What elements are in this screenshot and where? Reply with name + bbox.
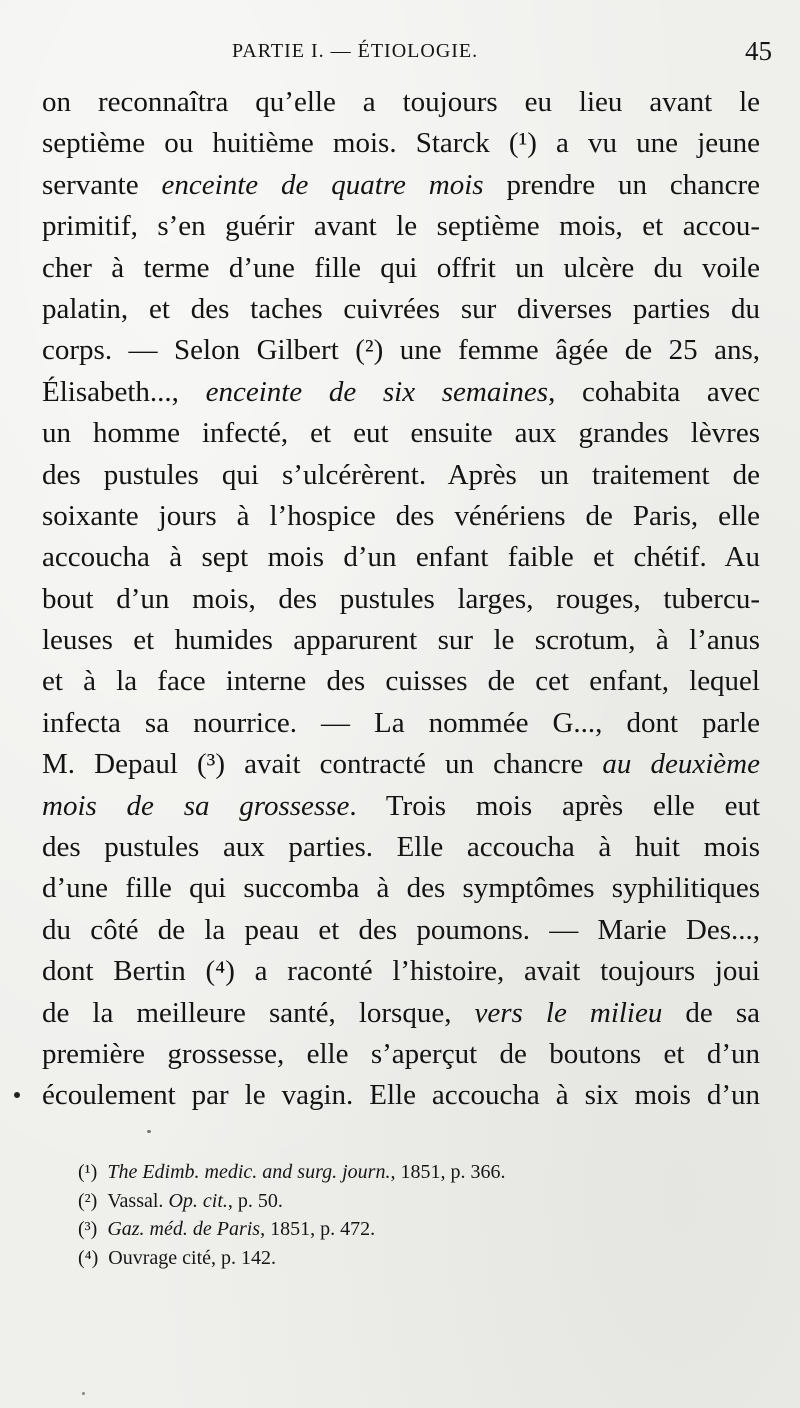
text-line: [42, 289, 760, 330]
text-segment: infecta sa nourrice. — La nommée G..., dont parle: [42, 706, 760, 739]
text-line: [42, 786, 760, 827]
text-segment: M. Depaul (³) avait contracté un chancre: [42, 748, 603, 781]
footnote: [78, 1215, 758, 1244]
text-segment: septième ou huitième mois. Starck (¹) a vu une jeune: [42, 127, 760, 160]
footnote-italic-text: Gaz. méd. de Paris: [107, 1218, 261, 1240]
italic-text: enceinte de six semaines: [205, 375, 549, 408]
footnote-italic-text: Op. cit.: [168, 1189, 228, 1212]
text-line: [42, 703, 760, 744]
footnote: [78, 1187, 758, 1216]
text-line: [42, 496, 760, 537]
text-segment: des pustules aux parties. Elle accoucha à huit mois: [42, 831, 760, 864]
text-segment: de la meilleure santé, lorsque,: [42, 996, 475, 1029]
text-line: [42, 620, 760, 661]
text-segment: servante: [42, 168, 162, 201]
footnote-italic-text: The Edimb. medic. and surg. journ.: [107, 1161, 391, 1183]
text-line: [42, 455, 760, 496]
text-segment: accoucha à sept mois d’un enfant faible et chétif. Au: [42, 541, 760, 574]
text-line: [42, 123, 760, 164]
text-line: [42, 413, 760, 454]
scan-speck: [14, 1092, 20, 1098]
text-segment: bout d’un mois, des pustules larges, rouges, tubercu-: [42, 582, 760, 615]
running-head: [232, 36, 772, 76]
text-line: [42, 868, 760, 909]
text-segment: palatin, et des taches cuivrées sur diverses parties du: [42, 292, 760, 325]
text-line: [42, 951, 760, 992]
footnote-marker: (¹): [78, 1161, 98, 1183]
text-segment: corps. — Selon Gilbert (²) une femme âgée de 25 ans,: [42, 334, 760, 367]
text-line: [42, 330, 760, 371]
text-segment: on reconnaîtra qu’elle a toujours eu lieu avant le: [42, 86, 760, 118]
footnote-marker: (⁴): [78, 1246, 99, 1269]
text-segment: cher à terme d’une fille qui offrit un ulcère du voile: [42, 251, 760, 284]
text-line: [42, 910, 760, 951]
text-segment: et à la face interne des cuisses de cet enfant, lequel: [42, 665, 760, 698]
footnote: [78, 1244, 758, 1273]
text-line: [42, 579, 760, 620]
footnotes: [78, 1158, 758, 1272]
italic-text: enceinte de quatre mois: [161, 168, 484, 201]
text-segment: . Trois mois après elle eut: [349, 789, 760, 822]
scan-speck: [147, 1130, 151, 1133]
text-line: [42, 827, 760, 868]
text-segment: Élisabeth...,: [42, 375, 206, 408]
text-segment: prendre un chancre: [483, 168, 760, 201]
footnote-marker: (³): [78, 1218, 98, 1240]
text-segment: de sa: [662, 996, 761, 1029]
text-line: [42, 1034, 760, 1075]
text-line: [42, 248, 760, 289]
text-line: [42, 1075, 760, 1116]
footnote-text: Ouvrage cité, p. 142.: [108, 1246, 277, 1269]
text-line: [42, 82, 760, 123]
text-line: [42, 165, 760, 206]
page-number: 45: [745, 36, 772, 66]
text-line: [42, 372, 760, 413]
italic-text: vers le milieu: [474, 996, 663, 1029]
footnote-marker: (²): [78, 1189, 98, 1212]
footnote-text: , 1851, p. 366.: [390, 1161, 506, 1183]
running-head-title: PARTIE I. — ÉTIOLOGIE.: [232, 40, 479, 62]
text-segment: soixante jours à l’hospice des vénériens de Paris, elle: [42, 499, 760, 532]
text-line: [42, 993, 760, 1034]
text-line: [42, 661, 760, 702]
text-segment: des pustules qui s’ulcérèrent. Après un traitement de: [42, 458, 760, 491]
text-line: [42, 744, 760, 785]
footnote-text: Vassal.: [107, 1189, 169, 1212]
text-segment: dont Bertin (⁴) a raconté l’histoire, avait toujours joui: [42, 955, 760, 988]
italic-text: au deuxième: [602, 748, 760, 781]
footnote-text: , p. 50.: [227, 1189, 283, 1212]
text-line: [42, 206, 760, 247]
text-segment: leuses et humides apparurent sur le scrotum, à l’anus: [42, 624, 760, 657]
text-line: [42, 537, 760, 578]
italic-text: mois de sa grossesse: [42, 789, 350, 822]
text-segment: du côté de la peau et des poumons. — Marie Des...,: [42, 913, 760, 946]
text-segment: , cohabita avec: [548, 375, 760, 408]
text-segment: un homme infecté, et eut ensuite aux grandes lèvres: [42, 417, 760, 450]
footnote: [78, 1158, 758, 1187]
body-text: [42, 82, 760, 1117]
footnote-text: , 1851, p. 472.: [260, 1218, 376, 1240]
text-segment: d’une fille qui succomba à des symptômes syphilitiques: [42, 872, 760, 905]
text-segment: primitif, s’en guérir avant le septième mois, et accou-: [42, 210, 760, 243]
text-segment: première grossesse, elle s’aperçut de boutons et d’un: [42, 1037, 760, 1070]
text-segment: écoulement par le vagin. Elle accoucha à six mois d’un: [42, 1079, 760, 1112]
scan-speck: [82, 1392, 85, 1395]
